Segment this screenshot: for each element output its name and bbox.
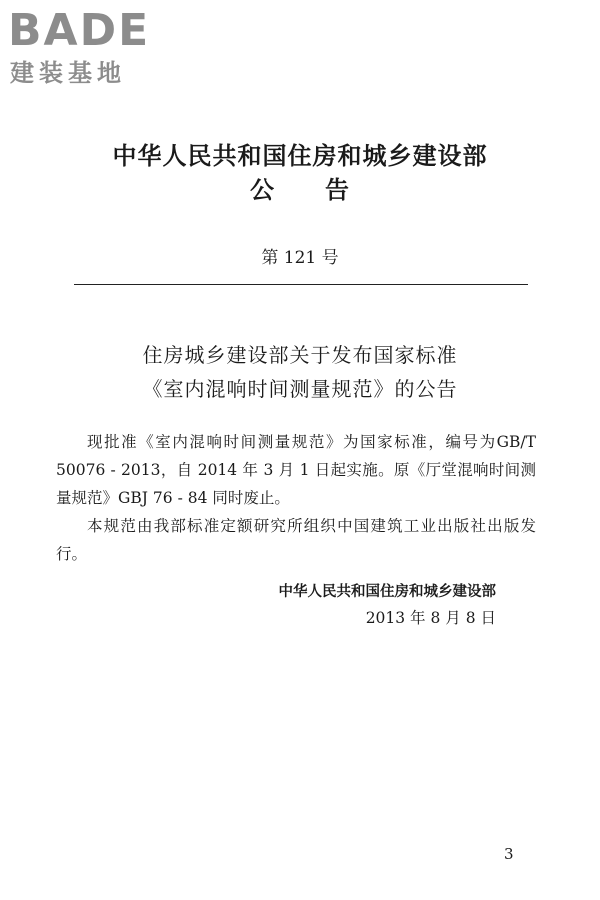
notice-heading: 公 告 bbox=[250, 176, 350, 204]
announcement-title-line-1: 住房城乡建设部关于发布国家标准 bbox=[142, 343, 458, 367]
page-number: 3 bbox=[504, 845, 514, 863]
announcement-title bbox=[0, 338, 600, 406]
header-divider bbox=[74, 284, 528, 285]
logo-tagline: 建装基地 bbox=[10, 59, 126, 87]
signature-organization: 中华人民共和国住房和城乡建设部 bbox=[278, 584, 496, 600]
bade-logo bbox=[8, 6, 178, 92]
announcement-body bbox=[56, 428, 536, 568]
body-paragraph-1: 现批准《室内混响时间测量规范》为国家标准，编号为GB/T 50076 - 2013，自 2014 年 3 月 1 日起实施。原《厅堂混响时间测量规范》GBJ 76 - 84 同时废止。 bbox=[56, 433, 536, 507]
notice-number: 第 121 号 bbox=[261, 248, 339, 268]
signature-date: 2013 年 8 月 8 日 bbox=[365, 609, 496, 627]
announcement-title-line-2: 《室内混响时间测量规范》的公告 bbox=[142, 377, 458, 401]
body-paragraph-2: 本规范由我部标准定额研究所组织中国建筑工业出版社出版发行。 bbox=[56, 517, 536, 563]
issuer-title: 中华人民共和国住房和城乡建设部 bbox=[112, 142, 488, 170]
logo-mark: BADE bbox=[8, 5, 151, 56]
signature-block bbox=[196, 580, 496, 630]
